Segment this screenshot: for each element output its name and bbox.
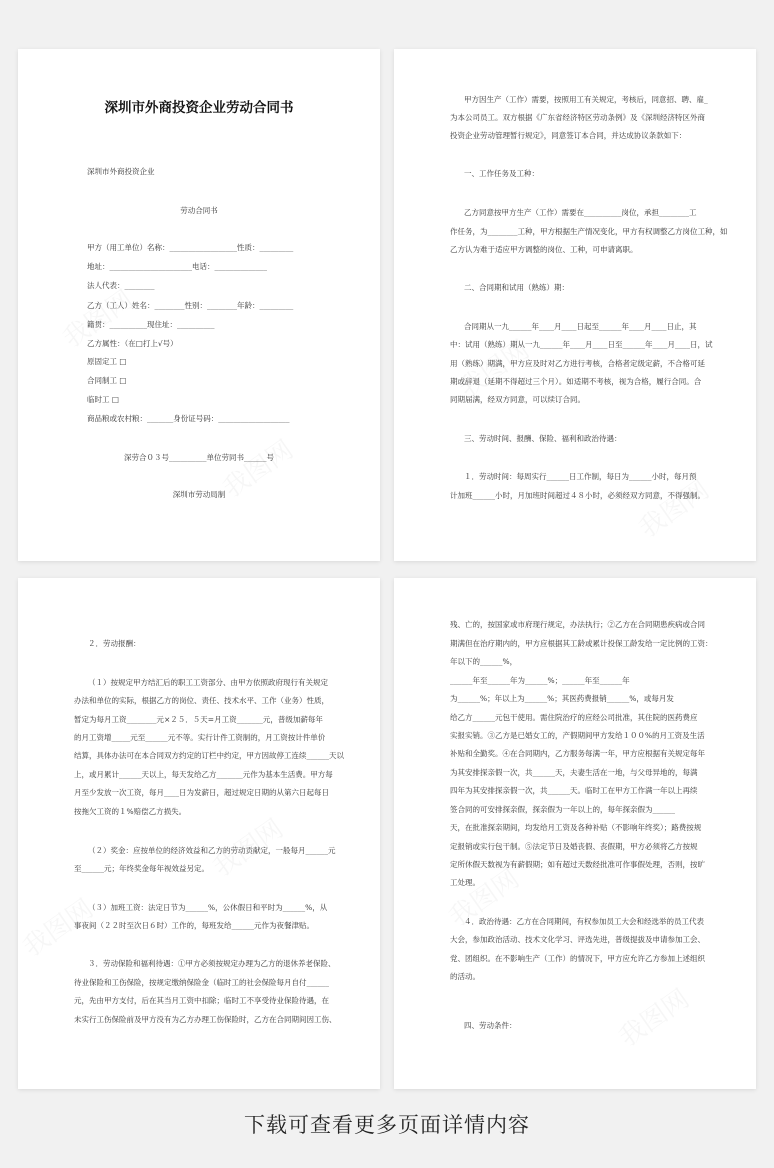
paragraph-line: 为______%；年以上为______%；其医药费报销______%，或每月发 — [450, 694, 674, 703]
paragraph-line: 待业保险和工伤保险，按规定缴纳保险金（临时工的社会保险每月自付______ — [74, 978, 329, 987]
paragraph-line: 乙方同意按甲方生产（工作）需要在__________岗位，承担________工 — [464, 208, 697, 217]
document-page-4 — [394, 578, 756, 1089]
field-id-number: 商品粮或农村粮：_______身份证号码：___________________ — [87, 414, 290, 423]
paragraph-line: 为其安排探亲假一次，共______天，夫妻生活在一地，与父母异地的，每满 — [450, 768, 698, 777]
watermark — [610, 979, 695, 1054]
paragraph-line: 按拖欠工资的１%赔偿乙方损失。 — [74, 807, 187, 816]
paragraph-line: 签合同的可安排探亲假，探亲假为一年以上的，每年探亲假为______ — [450, 805, 675, 814]
paragraph-line: 年以下的______%， — [450, 657, 518, 666]
section-heading: 三、劳动时间、报酬、保险、福利和政治待遇： — [464, 434, 622, 443]
paragraph-line: 结算，具体办法可在本合同双方约定的订栏中约定，甲方因故停工连续______天以 — [74, 751, 344, 760]
section-heading: ２．劳动报酬： — [88, 639, 141, 648]
paragraph-line: 期或辞退（延期不得超过三个月）。如适期不考核，视为合格，履行合同。合 — [450, 377, 702, 386]
paragraph-line: 期满但在治疗期内的，甲方应根据其工龄或累计投保工龄发给一定比例的工资： — [450, 639, 713, 648]
checkbox-fixed-worker: 原固定工 □ — [87, 357, 127, 366]
paragraph-line: 用（熟练）期满，甲方应及时对乙方进行考核，合格者定级定薪，不合格可延 — [450, 359, 705, 368]
checkbox-temp-worker: 临时工 □ — [87, 395, 119, 404]
field-party-a-name: 甲方（用工单位）名称：__________________性质：_________ — [87, 243, 294, 252]
checkbox-contract-worker: 合同制工 □ — [87, 376, 127, 385]
paragraph-line: （３）加班工资：法定日节为______%，公休假日和平时为______%，从 — [88, 903, 328, 912]
paragraph-line: 大会，参加政治活动、技术文化学习、评选先进，普级提拔及申请参加工会、 — [450, 935, 705, 944]
issuer: 深圳市劳动局制 — [172, 490, 226, 499]
paragraph-line: 办法和单位的实际，根据乙方的岗位、责任、技术水平、工作（业务）性质， — [74, 696, 329, 705]
paragraph-line: 元，先由甲方支付，后在其当月工资中扣除；临时工不享受待业保险待遇，在 — [74, 996, 329, 1005]
paragraph-line: ４．政治待遇：乙方在合同期间，有权参加员工大会和经选举的员工代表 — [464, 917, 704, 926]
paragraph-line: 给乙方______元包干使用。需住院治疗的应经公司批准，其住院的医药费应 — [450, 713, 698, 722]
paragraph-line: 投资企业劳动管理暂行规定》，同意签订本合同，并达成协议条款如下： — [450, 131, 687, 140]
paragraph-line: 实报实销。③乙方是已婚女工的，产假期间甲方发给１００%的月工资及生活 — [450, 731, 705, 740]
field-party-b-name: 乙方（工人）姓名：________性别：________年龄：_________ — [87, 301, 294, 310]
paragraph-line: 的活动。 — [450, 972, 480, 981]
document-page-3 — [18, 578, 380, 1089]
paragraph-line: 作任务，为________工种，甲方根据生产情况变化，甲方有权调整乙方岗位工种，如 — [450, 227, 728, 236]
paragraph-line: 暂定为每月工资________元×２５．５天=月工资_______元，普级加薪每年 — [74, 715, 323, 724]
paragraph-line: 上，或月累计______天以上，每天发给乙方_______元作为基本生活费。甲方每 — [74, 770, 333, 779]
paragraph-line: 甲方因生产（工作）需要，按照用工有关规定，考核后，同意招、聘、雇_ — [464, 95, 708, 104]
paragraph-line: 至______元；年终奖金每年视效益另定。 — [74, 864, 209, 873]
paragraph-line: 党、团组织。在不影响生产（工作）的情况下，甲方应允许乙方参加上述组织 — [450, 954, 705, 963]
paragraph-line: 计加班______小时，月加班时间超过４８小时，必须经双方同意，不得强制。 — [450, 491, 705, 500]
field-party-b-type: 乙方属性：（在□打上√号） — [87, 339, 178, 348]
paragraph-line: 未实行工伤保险前及甲方没有为乙方办理工伤保险时，乙方在合同期间因工伤、 — [74, 1015, 337, 1024]
paragraph-line: 四年为其安排探亲假一次，共______天。临时工在甲方工作满一年以上再续 — [450, 786, 698, 795]
paragraph-line: ３．劳动保险和福利待遇：①甲方必须按规定办理为乙方的退休养老保险、 — [88, 959, 336, 968]
company-name: 深圳市外商投资企业 — [87, 167, 155, 176]
paragraph-line: 定报销或实行包干制。⑤法定节日及婚丧假、丧假期，甲方必须将乙方按规 — [450, 842, 698, 851]
field-legal-rep: 法人代表：________ — [87, 281, 155, 290]
document-page-2 — [394, 49, 756, 561]
paragraph-line: 天，在批准探亲期间，均发给月工资及各种补贴（不影响年终奖）；路费按规 — [450, 823, 702, 832]
document-subtitle: 劳动合同书 — [180, 206, 218, 215]
paragraph-line: 定所休假天数视为有薪假期；如有超过天数经批准可作事假处理，否则，按旷 — [450, 860, 705, 869]
paragraph-line: 乙方认为难于适应甲方调整的岗位、工种，可申请离职。 — [450, 245, 638, 254]
section-heading: 二、合同期和试用（熟练）期： — [464, 283, 569, 292]
section-heading: 四、劳动条件： — [464, 1021, 517, 1030]
paragraph-line: 的月工资增_____元至______元不等。实行计件工资制的，月工资按计件单价 — [74, 733, 326, 742]
paragraph-line: 残、亡的，按国家或市府现行规定，办法执行；②乙方在合同期患疾病或合同 — [450, 620, 705, 629]
paragraph-line: 为本公司员工。双方根据《广东省经济特区劳动条例》及《深圳经济特区外商 — [450, 113, 705, 122]
section-heading: 一、工作任务及工种： — [464, 169, 539, 178]
paragraph-line: 补贴和全勤奖。④在合同期内，乙方服务每满一年，甲方应根据有关规定每年 — [450, 749, 705, 758]
contract-number: 深劳合０３号__________单位劳同书______号 — [124, 453, 274, 462]
paragraph-line: １．劳动时间：每周实行______日工作制，每日为______小时，每月预 — [464, 472, 697, 481]
paragraph-line: 中：试用（熟练）期从一九______年____月____日至______年____月____日，试 — [450, 340, 713, 349]
paragraph-line: （１）按规定甲方结汇后的职工工资部分、由甲方依照政府现行有关规定 — [88, 678, 328, 687]
document-page-1 — [18, 49, 380, 561]
paragraph-line: ______年至______年为______%；______年至______年 — [450, 676, 630, 685]
field-native-place: 籍贯：__________现住址：__________ — [87, 320, 215, 329]
document-title: 深圳市外商投资企业劳动合同书 — [104, 100, 294, 116]
footer-caption: 下载可查看更多页面详情内容 — [244, 1113, 530, 1137]
field-address: 地址：______________________电话：______________ — [87, 262, 267, 271]
paragraph-line: （２）奖金：应按单位的经济效益和乙方的劳动贡献定，一般每月______元 — [88, 846, 336, 855]
paragraph-line: 工处理。 — [450, 878, 480, 887]
paragraph-line: 月至少发放一次工资，每月____日为发薪日，超过规定日期的从第六日起每日 — [74, 788, 329, 797]
paragraph-line: 合同期从一九______年____月____日起至______年____月____日止，其 — [464, 322, 697, 331]
paragraph-line: 事夜间（２２时至次日６时）工作的，每班发给______元作为夜餐津贴。 — [74, 921, 314, 930]
paragraph-line: 同期届满，经双方同意，可以续订合同。 — [450, 395, 585, 404]
